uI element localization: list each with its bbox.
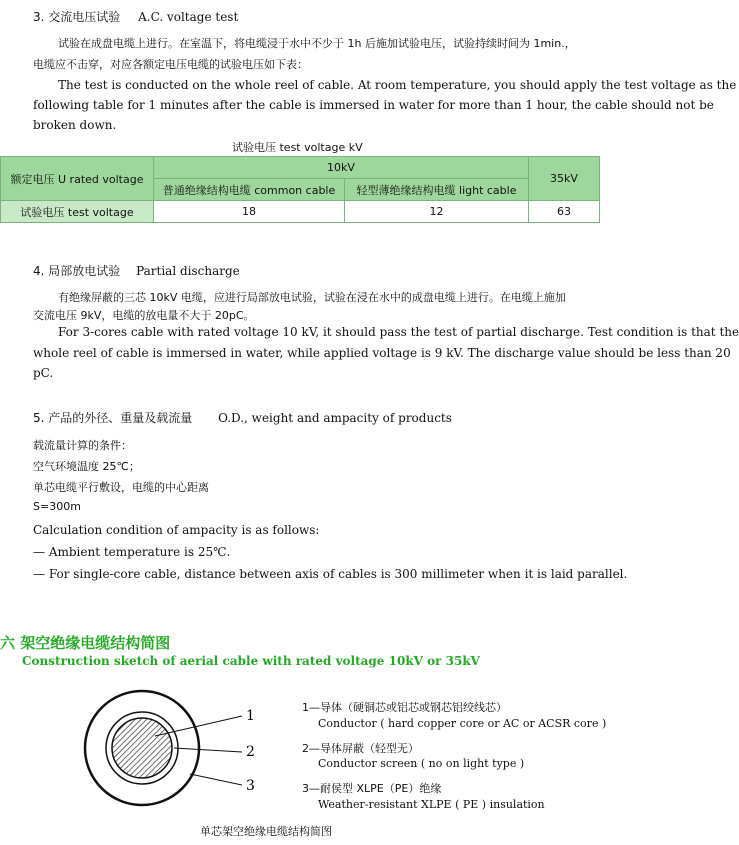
section5-cn-line3: 单芯电缆平行敷设，电缆的中心距离 xyxy=(33,481,209,494)
rated-voltage-header: 额定电压 U rated voltage xyxy=(1,157,154,201)
legend-2-en: Conductor screen ( no on light type ) xyxy=(318,757,525,770)
section3-heading-cn: 3. 交流电压试验 xyxy=(33,10,121,24)
section5-en-line3: — For single-core cable, distance between axis of cables is 300 millimeter when it is laid parallel. xyxy=(33,567,628,581)
label-1: 1 xyxy=(246,708,255,724)
section3-en-line1: The test is conducted on the whole reel of cable. At room temperature, you should apply the test voltage as the xyxy=(58,78,737,92)
val-light: 12 xyxy=(345,201,529,223)
section5-en-line1: Calculation condition of ampacity is as follows: xyxy=(33,523,320,537)
section4-cn-line2: 交流电压 9kV，电缆的放电量不大于 20pC。 xyxy=(33,309,255,322)
cable-cross-section-diagram xyxy=(70,688,280,816)
group-10kv-header: 10kV xyxy=(154,157,529,179)
table-caption: 试验电压 test voltage kV xyxy=(232,141,363,154)
label-2: 2 xyxy=(246,744,255,760)
section4-en-line3: pC. xyxy=(33,366,54,380)
section6-heading: 六 架空绝缘电缆结构简图 xyxy=(0,634,171,652)
section4-heading-cn: 4. 局部放电试验 xyxy=(33,264,121,278)
section4-heading xyxy=(33,262,240,279)
section5-cn-line4: S=300m xyxy=(33,500,81,513)
section5-cn-line1: 载流量计算的条件： xyxy=(33,439,132,452)
legend-2-cn: 2—导体屏蔽（轻型无） xyxy=(302,742,419,755)
section4-en-line2: whole reel of cable is immersed in water, while applied voltage is 9 kV. The discharge value should be less than 20 xyxy=(33,346,731,360)
val-35kv: 63 xyxy=(529,201,600,223)
conductor-core xyxy=(112,718,172,778)
leader-line-3 xyxy=(190,774,242,785)
section3-heading xyxy=(33,8,238,25)
test-voltage-table xyxy=(0,156,600,223)
legend-1-en: Conductor ( hard copper core or AC or ACSR core ) xyxy=(318,717,607,730)
col-normal-header: 普通绝缘结构电缆 common cable xyxy=(154,179,345,201)
col-light-header: 轻型薄绝缘结构电缆 light cable xyxy=(345,179,529,201)
label-3: 3 xyxy=(246,778,255,794)
section4-cn-line1: 有绝缘屏蔽的三芯 10kV 电缆，应进行局部放电试验，试验在浸在水中的成盘电缆上进行。在电缆上施加 xyxy=(58,291,566,304)
legend-3-en: Weather-resistant XLPE ( PE ) insulation xyxy=(318,798,545,811)
section6-subheading: Construction sketch of aerial cable with rated voltage 10kV or 35kV xyxy=(22,654,480,668)
row-label: 试验电压 test voltage xyxy=(1,201,154,223)
section4-en-line1: For 3-cores cable with rated voltage 10 kV, it should pass the test of partial discharge. Test condition is that the xyxy=(58,325,739,339)
section4-heading-en: Partial discharge xyxy=(136,264,240,278)
section3-cn-line2: 电缆应不击穿，对应各额定电压电缆的试验电压如下表： xyxy=(33,58,308,71)
section3-en-line2: following table for 1 minutes after the cable is immersed in water for more than 1 hour, the cable should not be xyxy=(33,98,714,112)
section3-heading-en: A.C. voltage test xyxy=(138,10,239,24)
diagram-caption: 单芯架空绝缘电缆结构简图 xyxy=(200,825,332,838)
section5-en-line2: — Ambient temperature is 25℃. xyxy=(33,545,231,559)
val-normal: 18 xyxy=(154,201,345,223)
section3-en-line3: broken down. xyxy=(33,118,117,132)
section5-cn-line2: 空气环境温度 25℃； xyxy=(33,460,140,473)
legend-3-cn: 3—耐侯型 XLPE（PE）绝缘 xyxy=(302,782,442,795)
col-35kv-header: 35kV xyxy=(529,157,600,201)
section3-cn-line1: 试验在成盘电缆上进行。在室温下，将电缆浸于水中不少于 1h 后施加试验电压，试验持续时间为 1min.， xyxy=(58,37,576,50)
section5-heading xyxy=(33,409,452,426)
section5-heading-cn: 5. 产品的外径、重量及载流量 xyxy=(33,411,193,425)
legend-1-cn: 1—导体（硬铜芯或铝芯或钢芯铝绞线芯） xyxy=(302,701,507,714)
section5-heading-en: O.D., weight and ampacity of products xyxy=(218,411,452,425)
